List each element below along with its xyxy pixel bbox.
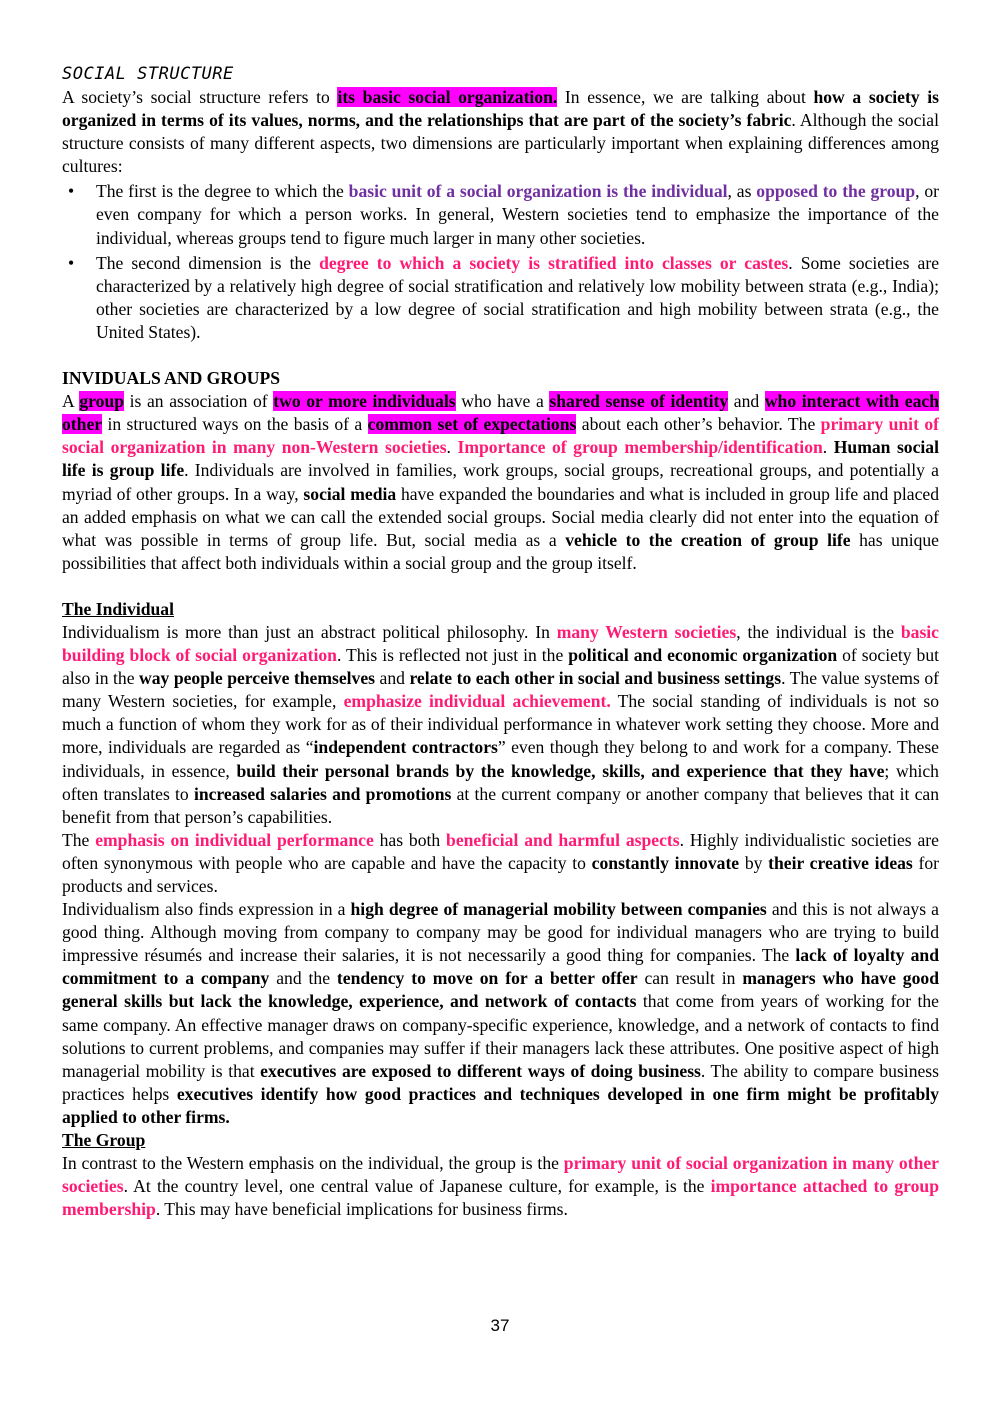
section-title-group: The Group	[62, 1130, 146, 1151]
page-number: 37	[490, 1316, 510, 1335]
highlight: its basic social organization.	[337, 87, 558, 107]
individuals-groups-paragraph: A group is an association of two or more individuals who have a shared sense of identity and who interact with each other in structured ways on the basis of a common set of expectations about each other’s behavior. The primary unit of social organization in many non-Western societies. Importance of group membership/identification. Human social life is group life. Individuals are involved in families, work groups, social groups, recreational groups, and potentially a myriad of other groups. In a way, social media have expanded the boundaries and what is included in group life and placed an added emphasis on what we can call the extended social groups. Social media clearly did not enter into the equation of what was possible in terms of group life. But, social media as a vehicle to the creation of group life has unique possibilities that affect both individuals within a social group and the group itself.	[62, 391, 940, 573]
dimension-list	[62, 180, 939, 344]
section-title-social-structure: SOCIAL STRUCTURE	[62, 64, 234, 84]
group-paragraph-1: In contrast to the Western emphasis on the individual, the group is the primary unit of social organization in many other societies. At the country level, one central value of Japanese culture, for example, is the importance attached to group membership. This may have beneficial implications for business firms.	[62, 1153, 939, 1220]
list-item: • The first is the degree to which the basic unit of a social organization is the individual, as opposed to the group, or even company for which a person works. In general, Western societies tend to emphasize the importance of the individual, whereas groups tend to figure much larger in many other societies.	[68, 181, 940, 248]
bullet-icon: •	[68, 252, 75, 273]
bullet-icon: •	[68, 181, 75, 202]
individual-paragraph-3: Individualism also finds expression in a high degree of managerial mobility between companies and this is not always a good thing. Although moving from company to company may be good for individual managers who are trying to build impressive résumés and increase their salaries, it is not necessarily a good thing for companies. The lack of loyalty and commitment to a company and the tendency to move on for a better offer can result in managers who have good general skills but lack the knowledge, experience, and network of contacts that come from years of working for the same company. An effective manager draws on company-specific experience, knowledge, and a network of contacts to find solutions to current problems, and companies may suffer if their managers lack these attributes. One positive aspect of high managerial mobility is that executives are exposed to different ways of doing business. The ability to compare business practices helps executives identify how good practices and techniques developed in one firm might be profitably applied to other firms.	[62, 899, 939, 1127]
social-structure-intro: A society’s social structure refers to its basic social organization. In essence, we are talking about how a society is organized in terms of its values, norms, and the relationships that are part of the society’s fabric. Although the social structure consists of many different aspects, two dimensions are particularly important when explaining differences among cultures:	[62, 87, 939, 177]
section-title-individuals-groups: INVIDUALS AND GROUPS	[62, 368, 280, 389]
individual-paragraph-1: Individualism is more than just an abstract political philosophy. In many Western societies, the individual is the basic building block of social organization. This is reflected not just in the political and economic organization of society but also in the way people perceive themselves and relate to each other in social and business settings. The value systems of many Western societies, for example, emphasize individual achievement. The social standing of individuals is not so much a function of whom they work for as of their individual performance in whatever work setting they choose. More and more, individuals are regarded as “independent contractors” even though they belong to and work for a company. These individuals, in essence, build their personal brands by the knowledge, skills, and experience that they have; which often translates to increased salaries and promotions at the current company or another company that believes that it can benefit from that person’s capabilities.	[62, 621, 940, 827]
section-title-individual: The Individual	[62, 598, 174, 619]
document-page	[62, 62, 939, 1221]
list-item: • The second dimension is the degree to which a society is stratified into classes or castes. Some societies are characterized by a relatively high degree of social stratification and relatively low mobility between strata (e.g., India); other societies are characterized by a low degree of social stratification and high mobility between strata (e.g., the United States).	[68, 252, 940, 342]
individual-paragraph-2: The emphasis on individual performance has both beneficial and harmful aspects. Highly individualistic societies are often synonymous with people who are capable and have the capacity to constantly innovate by their creative ideas for products and services.	[62, 829, 940, 896]
